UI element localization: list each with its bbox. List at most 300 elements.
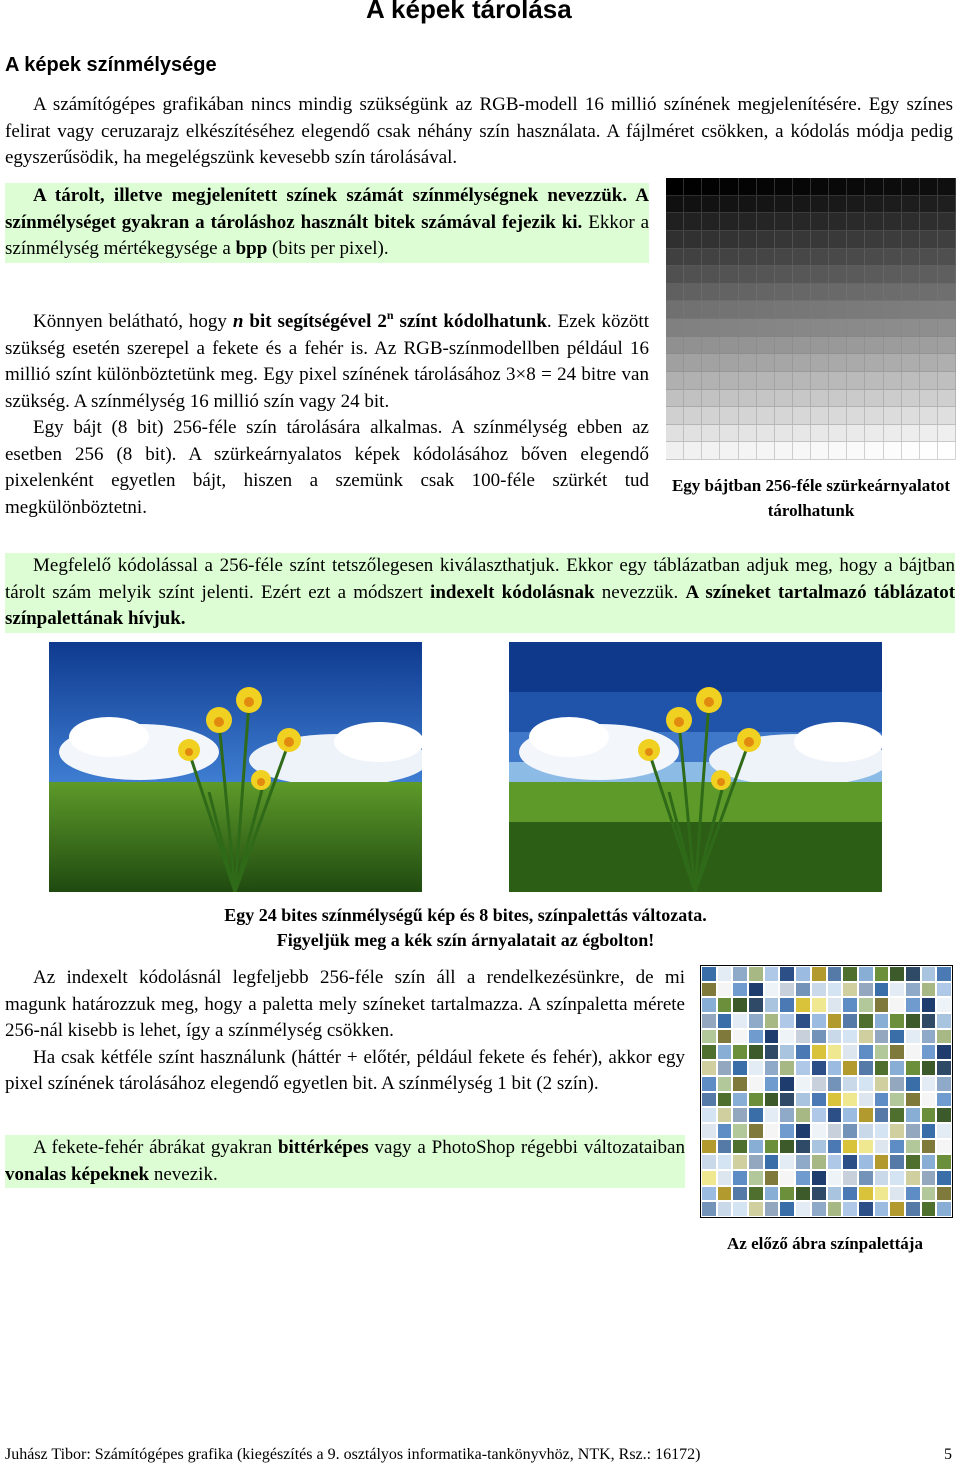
- gray-swatch: [666, 213, 684, 231]
- gray-swatch: [757, 407, 775, 425]
- gray-swatch: [702, 319, 720, 337]
- gray-swatch: [739, 196, 757, 214]
- palette-swatch: [889, 1060, 905, 1076]
- gray-swatch: [938, 196, 956, 214]
- palette-swatch: [874, 1154, 890, 1170]
- palette-swatch: [764, 1154, 780, 1170]
- palette-swatch: [748, 1186, 764, 1202]
- palette-swatch: [874, 1107, 890, 1123]
- gray-swatch: [920, 372, 938, 390]
- palette-swatch: [764, 1107, 780, 1123]
- gray-swatch: [684, 319, 702, 337]
- gray-swatch: [829, 301, 847, 319]
- palette-swatch: [858, 1029, 874, 1045]
- gray-swatch: [684, 337, 702, 355]
- palette-swatch: [936, 1060, 952, 1076]
- gray-swatch: [865, 178, 883, 196]
- gray-swatch: [793, 425, 811, 443]
- palette-swatch: [921, 1029, 937, 1045]
- palette-swatch: [717, 1170, 733, 1186]
- gray-swatch: [793, 372, 811, 390]
- gray-swatch: [938, 442, 956, 460]
- gray-swatch: [811, 390, 829, 408]
- gray-swatch: [757, 442, 775, 460]
- gray-swatch: [884, 407, 902, 425]
- gray-swatch: [938, 354, 956, 372]
- gray-swatch: [847, 319, 865, 337]
- gray-swatch: [702, 213, 720, 231]
- gray-swatch: [847, 407, 865, 425]
- gray-swatch: [793, 266, 811, 284]
- palette-swatch: [764, 1013, 780, 1029]
- gray-swatch: [920, 301, 938, 319]
- palette-swatch: [748, 1076, 764, 1092]
- palette-swatch: [936, 1139, 952, 1155]
- gray-swatch: [702, 284, 720, 302]
- palette-swatch: [874, 1123, 890, 1139]
- palette-swatch: [811, 982, 827, 998]
- gray-swatch: [847, 196, 865, 214]
- gray-swatch: [847, 231, 865, 249]
- gray-swatch: [739, 319, 757, 337]
- gray-swatch: [829, 196, 847, 214]
- palette-swatch: [921, 997, 937, 1013]
- gray-swatch: [702, 407, 720, 425]
- gray-swatch: [847, 266, 865, 284]
- gray-swatch: [884, 425, 902, 443]
- gray-swatch: [829, 354, 847, 372]
- palette-swatch: [827, 1092, 843, 1108]
- palette-swatch: [842, 1076, 858, 1092]
- gray-swatch: [811, 213, 829, 231]
- palette-swatch: [811, 1186, 827, 1202]
- palette-swatch: [858, 1139, 874, 1155]
- palette-swatch: [874, 1201, 890, 1217]
- palette-swatch: [889, 982, 905, 998]
- palette-swatch: [842, 1092, 858, 1108]
- gray-swatch: [702, 354, 720, 372]
- palette-swatch: [748, 997, 764, 1013]
- gray-swatch: [865, 213, 883, 231]
- gray-swatch: [884, 266, 902, 284]
- palette-swatch: [732, 1013, 748, 1029]
- gray-swatch: [811, 442, 829, 460]
- gray-swatch: [884, 196, 902, 214]
- palette-swatch: [874, 1139, 890, 1155]
- gray-swatch: [684, 178, 702, 196]
- palette-swatch: [779, 1170, 795, 1186]
- gray-swatch: [829, 425, 847, 443]
- palette-swatch: [936, 1186, 952, 1202]
- gray-swatch: [793, 178, 811, 196]
- palette-swatch: [936, 982, 952, 998]
- page-title: A képek tárolása: [366, 0, 572, 24]
- palette-swatch: [921, 1201, 937, 1217]
- gray-swatch: [865, 319, 883, 337]
- palette-swatch: [905, 1139, 921, 1155]
- palette-swatch: [701, 1139, 717, 1155]
- palette-swatch: [842, 966, 858, 982]
- palette-swatch: [732, 1170, 748, 1186]
- gray-swatch: [720, 319, 738, 337]
- palette-swatch: [936, 997, 952, 1013]
- palette-swatch: [889, 1170, 905, 1186]
- gray-swatch: [920, 354, 938, 372]
- photo-8bit: [509, 642, 882, 892]
- gray-swatch: [757, 213, 775, 231]
- palette-definition-box: [5, 553, 955, 633]
- gray-swatch: [902, 337, 920, 355]
- gray-swatch: [902, 196, 920, 214]
- gray-swatch: [720, 390, 738, 408]
- palette-swatch: [764, 1060, 780, 1076]
- gray-swatch: [666, 231, 684, 249]
- palette-swatch: [905, 1154, 921, 1170]
- palette-swatch: [936, 1076, 952, 1092]
- palette-swatch: [701, 1154, 717, 1170]
- palette-swatch: [717, 1029, 733, 1045]
- gray-swatch: [793, 284, 811, 302]
- gray-swatch: [920, 407, 938, 425]
- palette-swatch: [717, 1186, 733, 1202]
- palette-swatch: [779, 1186, 795, 1202]
- palette-swatch: [779, 1029, 795, 1045]
- palette-swatch: [905, 1186, 921, 1202]
- palette-swatch: [717, 1076, 733, 1092]
- photo-24bit: [49, 642, 422, 892]
- gray-swatch: [702, 249, 720, 267]
- gray-swatch: [720, 178, 738, 196]
- gray-swatch: [811, 425, 829, 443]
- palette-swatch: [889, 1013, 905, 1029]
- gray-swatch: [811, 196, 829, 214]
- gray-swatch: [702, 337, 720, 355]
- gray-swatch: [793, 319, 811, 337]
- gray-swatch: [884, 337, 902, 355]
- gray-swatch: [902, 231, 920, 249]
- palette-swatch: [874, 1092, 890, 1108]
- gray-swatch: [720, 301, 738, 319]
- palette-swatch: [874, 1076, 890, 1092]
- gray-swatch: [938, 425, 956, 443]
- definition-tail: (bits per pixel).: [267, 238, 389, 259]
- palette-swatch: [811, 1154, 827, 1170]
- gray-swatch: [702, 372, 720, 390]
- palette-swatch: [764, 1139, 780, 1155]
- palette-swatch: [748, 1107, 764, 1123]
- palette-swatch: [827, 1123, 843, 1139]
- gray-swatch: [902, 178, 920, 196]
- palette-swatch: [779, 1201, 795, 1217]
- gray-swatch: [865, 425, 883, 443]
- gray-swatch: [757, 266, 775, 284]
- gray-swatch: [739, 372, 757, 390]
- gray-swatch: [775, 319, 793, 337]
- indexed-paragraph: Az indexelt kódolásnál legfeljebb 256-féle szín áll a rendelkezésünkre, de mi magunk határozzuk meg, hogy a paletta mely színeket tartalmazza. A színpaletta mérete 256-nál kisebb is lehet, így a színmélység csökken.: [5, 967, 685, 1041]
- gray-swatch: [847, 337, 865, 355]
- paragraph-bits: [5, 302, 649, 521]
- gray-swatch: [720, 284, 738, 302]
- palette-swatch: [779, 966, 795, 982]
- gray-swatch: [884, 249, 902, 267]
- gray-swatch: [775, 249, 793, 267]
- gray-swatch: [793, 390, 811, 408]
- palette-swatch: [874, 966, 890, 982]
- palette-swatch: [842, 1154, 858, 1170]
- palette-swatch: [905, 1170, 921, 1186]
- palette-figure: [701, 966, 952, 1217]
- palette-swatch: [748, 1170, 764, 1186]
- palette-swatch: [717, 966, 733, 982]
- palette-swatch: [811, 966, 827, 982]
- palette-swatch: [858, 1044, 874, 1060]
- gray-swatch: [757, 196, 775, 214]
- byte-paragraph: Egy bájt (8 bit) 256-féle szín tárolására alkalmas. A színmélység ebben az esetben 256 (8 bit). A szürkeárnyalatos képek kódolásához bőven elegendő pixelenként egyetlen bájt, hiszen a szemünk csak 100-féle szürkét tud megkülönböztetni.: [5, 417, 649, 518]
- gray-swatch: [757, 319, 775, 337]
- palette-swatch: [827, 1076, 843, 1092]
- palette-text-a: Megfelelő kódolással a 256-féle színt tetszőlegesen kiválaszthatjuk. Ekkor egy táblázatban adjuk meg, hogy a bájtban tárolt szám melyik színt jelenti. Ezért ezt a módszert: [5, 555, 955, 603]
- palette-swatch: [701, 1107, 717, 1123]
- palette-swatch: [936, 1201, 952, 1217]
- gray-swatch: [920, 266, 938, 284]
- palette-swatch: [732, 1029, 748, 1045]
- gray-swatch: [666, 266, 684, 284]
- gray-swatch: [702, 196, 720, 214]
- palette-swatch: [701, 982, 717, 998]
- gray-swatch: [793, 301, 811, 319]
- paragraph-intro: [5, 92, 953, 172]
- palette-swatch: [795, 982, 811, 998]
- gray-swatch: [920, 319, 938, 337]
- gray-swatch: [684, 407, 702, 425]
- gray-swatch: [847, 301, 865, 319]
- gray-swatch: [865, 372, 883, 390]
- gray-swatch: [684, 249, 702, 267]
- gray-swatch: [811, 407, 829, 425]
- palette-swatch: [889, 1029, 905, 1045]
- gray-swatch: [884, 354, 902, 372]
- gray-swatch: [811, 231, 829, 249]
- gray-swatch: [739, 301, 757, 319]
- gray-swatch: [739, 284, 757, 302]
- gray-swatch: [739, 266, 757, 284]
- bits-bold-a: bit segítségével 2: [243, 311, 387, 332]
- gray-swatch: [793, 407, 811, 425]
- gray-swatch: [739, 407, 757, 425]
- gray-swatch: [702, 390, 720, 408]
- gray-swatch: [684, 213, 702, 231]
- palette-swatch: [936, 966, 952, 982]
- palette-swatch: [701, 1123, 717, 1139]
- palette-swatch: [842, 1060, 858, 1076]
- palette-swatch: [921, 1013, 937, 1029]
- palette-swatch: [874, 1060, 890, 1076]
- palette-swatch: [732, 1092, 748, 1108]
- gray-swatch: [920, 196, 938, 214]
- palette-swatch: [717, 1201, 733, 1217]
- gray-swatch: [720, 231, 738, 249]
- gray-swatch: [720, 425, 738, 443]
- gray-swatch: [775, 266, 793, 284]
- gray-swatch: [920, 213, 938, 231]
- palette-swatch: [779, 1139, 795, 1155]
- palette-swatch: [874, 1013, 890, 1029]
- palette-swatch: [732, 1154, 748, 1170]
- gray-swatch: [920, 337, 938, 355]
- palette-swatch: [889, 1123, 905, 1139]
- gray-swatch: [720, 337, 738, 355]
- palette-swatch: [748, 1044, 764, 1060]
- palette-swatch: [717, 982, 733, 998]
- palette-swatch: [811, 1107, 827, 1123]
- palette-swatch: [874, 1170, 890, 1186]
- gray-swatch: [884, 390, 902, 408]
- palette-swatch: [764, 1092, 780, 1108]
- palette-swatch: [905, 1123, 921, 1139]
- palette-swatch: [889, 1186, 905, 1202]
- palette-swatch: [811, 1123, 827, 1139]
- palette-swatch: [717, 1139, 733, 1155]
- gray-swatch: [739, 442, 757, 460]
- palette-swatch: [936, 1170, 952, 1186]
- gray-swatch: [684, 196, 702, 214]
- palette-swatch: [779, 1060, 795, 1076]
- gray-swatch: [793, 249, 811, 267]
- footer: Juhász Tibor: Számítógépes grafika (kiegészítés a 9. osztályos informatika-tankönyvhöz, NTK, Rsz.: 16172): [5, 1446, 701, 1463]
- gray-swatch: [666, 301, 684, 319]
- gray-swatch: [666, 284, 684, 302]
- palette-swatch: [717, 1107, 733, 1123]
- gray-swatch: [720, 213, 738, 231]
- palette-swatch: [905, 1013, 921, 1029]
- palette-swatch: [717, 1092, 733, 1108]
- gray-swatch: [865, 442, 883, 460]
- gray-swatch: [829, 372, 847, 390]
- palette-swatch: [921, 1139, 937, 1155]
- gray-swatch: [829, 390, 847, 408]
- palette-swatch: [858, 1123, 874, 1139]
- palette-swatch: [921, 1154, 937, 1170]
- gray-swatch: [739, 425, 757, 443]
- gray-swatch: [829, 442, 847, 460]
- palette-swatch: [858, 966, 874, 982]
- palette-swatch: [921, 1170, 937, 1186]
- palette-swatch: [811, 997, 827, 1013]
- palette-swatch: [905, 1044, 921, 1060]
- palette-swatch: [842, 1201, 858, 1217]
- palette-swatch: [827, 1154, 843, 1170]
- palette-definition: A színeket tartalmazó táblázatot színpalettának hívjuk.: [5, 581, 956, 629]
- bitmap-text-b: vagy a PhotoShop régebbi változataiban: [368, 1137, 685, 1158]
- photo-caption-line-1: Egy 24 bites színmélységű kép és 8 bites, színpalettás változata.: [224, 905, 707, 925]
- palette-swatch: [889, 997, 905, 1013]
- palette-swatch: [732, 1060, 748, 1076]
- gray-swatch: [757, 372, 775, 390]
- gray-swatch: [938, 249, 956, 267]
- palette-swatch: [795, 1107, 811, 1123]
- palette-swatch: [936, 1013, 952, 1029]
- palette-swatch: [795, 997, 811, 1013]
- palette-swatch: [921, 1186, 937, 1202]
- superscript-n: n: [386, 308, 394, 322]
- palette-swatch: [842, 1107, 858, 1123]
- gray-swatch: [865, 390, 883, 408]
- gray-swatch: [757, 178, 775, 196]
- gray-swatch: [757, 284, 775, 302]
- n-symbol: n: [232, 311, 244, 332]
- palette-swatch: [889, 1092, 905, 1108]
- palette-swatch: [811, 1013, 827, 1029]
- gray-swatch: [684, 266, 702, 284]
- gray-swatch: [938, 372, 956, 390]
- section-heading: A képek színmélysége: [5, 54, 217, 76]
- palette-swatch: [717, 997, 733, 1013]
- palette-swatch: [732, 1044, 748, 1060]
- gray-swatch: [902, 425, 920, 443]
- palette-swatch: [732, 1076, 748, 1092]
- palette-swatch: [795, 1044, 811, 1060]
- palette-swatch: [764, 1201, 780, 1217]
- gray-swatch: [811, 266, 829, 284]
- bits-text-a: Könnyen belátható, hogy: [33, 311, 233, 332]
- palette-swatch: [748, 1060, 764, 1076]
- palette-swatch: [827, 1186, 843, 1202]
- gray-swatch: [865, 284, 883, 302]
- palette-swatch: [779, 1044, 795, 1060]
- gray-swatch: [684, 390, 702, 408]
- palette-swatch: [827, 1013, 843, 1029]
- gray-swatch: [920, 231, 938, 249]
- gray-swatch: [811, 319, 829, 337]
- gray-swatch: [938, 301, 956, 319]
- palette-swatch: [936, 1107, 952, 1123]
- palette-swatch: [827, 966, 843, 982]
- gray-swatch: [884, 178, 902, 196]
- palette-swatch: [701, 997, 717, 1013]
- palette-swatch: [795, 1076, 811, 1092]
- gray-swatch: [902, 284, 920, 302]
- palette-swatch: [842, 1013, 858, 1029]
- gray-swatch: [811, 249, 829, 267]
- gray-swatch: [847, 390, 865, 408]
- gray-swatch: [666, 196, 684, 214]
- palette-swatch: [701, 1060, 717, 1076]
- palette-swatch: [842, 1044, 858, 1060]
- palette-swatch: [748, 1201, 764, 1217]
- gray-swatch: [938, 407, 956, 425]
- gray-swatch: [720, 442, 738, 460]
- palette-swatch: [701, 966, 717, 982]
- gray-swatch: [847, 213, 865, 231]
- palette-swatch: [732, 1107, 748, 1123]
- palette-swatch: [732, 966, 748, 982]
- gray-swatch: [739, 337, 757, 355]
- gray-swatch: [811, 178, 829, 196]
- gray-swatch: [847, 425, 865, 443]
- gray-swatch: [702, 442, 720, 460]
- palette-swatch: [717, 1123, 733, 1139]
- palette-swatch: [717, 1013, 733, 1029]
- palette-swatch: [921, 982, 937, 998]
- gray-swatch: [902, 266, 920, 284]
- palette-swatch: [889, 1107, 905, 1123]
- gray-swatch: [702, 178, 720, 196]
- gray-swatch: [865, 407, 883, 425]
- gray-swatch: [811, 301, 829, 319]
- palette-swatch: [701, 1013, 717, 1029]
- gray-swatch: [757, 231, 775, 249]
- palette-swatch: [795, 1170, 811, 1186]
